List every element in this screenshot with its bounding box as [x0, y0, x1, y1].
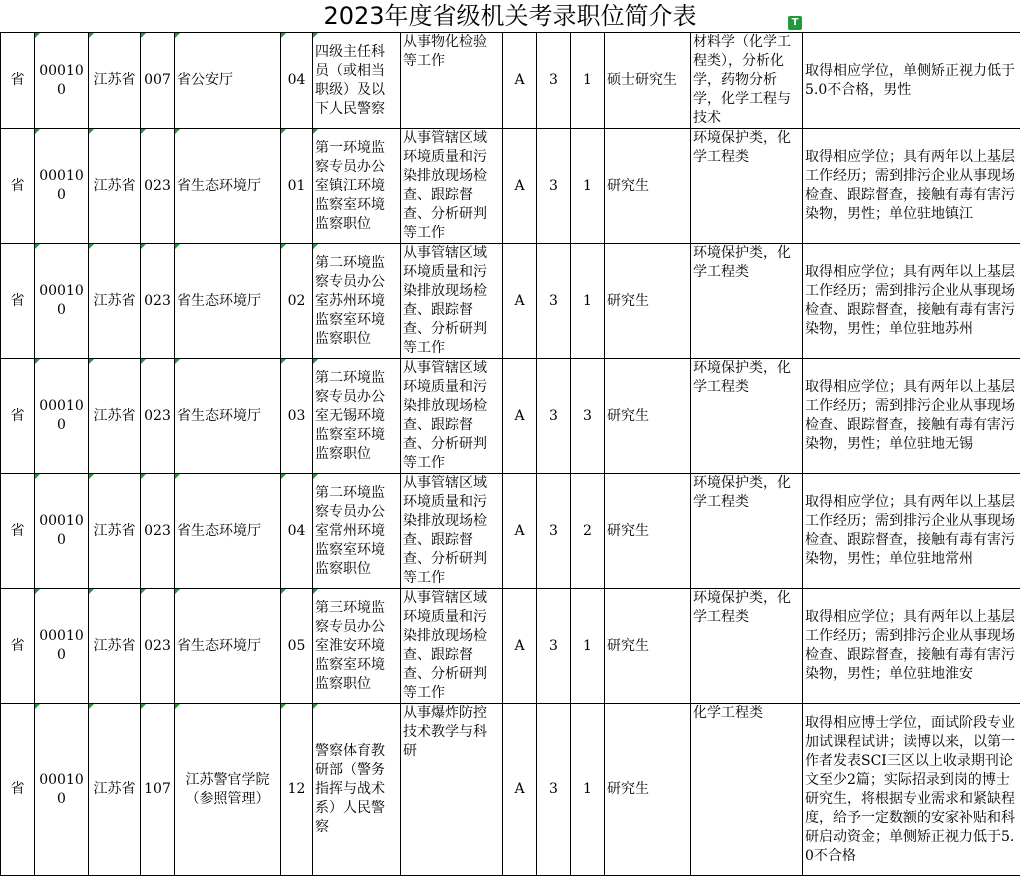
headcount-cell[interactable]: 1 [571, 704, 605, 876]
position-name-cell[interactable]: 警察体育教研部（警务指挥与战术系）人民警察 [313, 704, 401, 876]
code-cell[interactable]: 000100 [35, 244, 89, 359]
category-cell[interactable]: A [503, 704, 537, 876]
category-cell[interactable]: A [503, 474, 537, 589]
level-cell[interactable]: 省 [1, 33, 35, 129]
table-row [1, 33, 1020, 129]
province-cell[interactable]: 江苏省 [89, 33, 141, 129]
ratio-cell[interactable]: 3 [537, 589, 571, 704]
position-code-cell[interactable]: 03 [281, 359, 313, 474]
notes-cell[interactable]: 取得相应学位，单侧矫正视力低于5.0不合格，男性 [803, 33, 1020, 129]
province-cell[interactable]: 江苏省 [89, 704, 141, 876]
ratio-cell[interactable]: 3 [537, 129, 571, 244]
headcount-cell[interactable]: 1 [571, 589, 605, 704]
duty-cell[interactable]: 从事管辖区域环境质量和污染排放现场检查、跟踪督查、分析研判等工作 [401, 474, 503, 589]
position-code-cell[interactable]: 01 [281, 129, 313, 244]
dept-code-cell[interactable]: 023 [141, 359, 175, 474]
duty-cell[interactable]: 从事爆炸防控技术教学与科研 [401, 704, 503, 876]
dept-code-cell[interactable]: 007 [141, 33, 175, 129]
education-cell[interactable]: 研究生 [605, 704, 691, 876]
education-cell[interactable]: 研究生 [605, 359, 691, 474]
duty-cell[interactable]: 从事管辖区域环境质量和污染排放现场检查、跟踪督查、分析研判等工作 [401, 129, 503, 244]
position-name-cell[interactable]: 第二环境监察专员办公室常州环境监察室环境监察职位 [313, 474, 401, 589]
province-cell[interactable]: 江苏省 [89, 474, 141, 589]
education-cell[interactable]: 研究生 [605, 129, 691, 244]
category-cell[interactable]: A [503, 359, 537, 474]
table-row [1, 359, 1020, 474]
position-code-cell[interactable]: 04 [281, 33, 313, 129]
ratio-cell[interactable]: 3 [537, 704, 571, 876]
education-cell[interactable]: 硕士研究生 [605, 33, 691, 129]
notes-cell[interactable]: 取得相应学位；具有两年以上基层工作经历；需到排污企业从事现场检查、跟踪督查，接触有毒有害污染物，男性；单位驻地常州 [803, 474, 1020, 589]
department-cell[interactable]: 江苏警官学院（参照管理） [175, 704, 281, 876]
code-cell[interactable]: 000100 [35, 589, 89, 704]
duty-cell[interactable]: 从事管辖区域环境质量和污染排放现场检查、跟踪督查、分析研判等工作 [401, 589, 503, 704]
duty-cell[interactable]: 从事管辖区域环境质量和污染排放现场检查、跟踪督查、分析研判等工作 [401, 244, 503, 359]
position-code-cell[interactable]: 12 [281, 704, 313, 876]
headcount-cell[interactable]: 1 [571, 33, 605, 129]
table-row [1, 244, 1020, 359]
category-cell[interactable]: A [503, 33, 537, 129]
notes-cell[interactable]: 取得相应学位；具有两年以上基层工作经历；需到排污企业从事现场检查、跟踪督查，接触有毒有害污染物，男性；单位驻地无锡 [803, 359, 1020, 474]
duty-cell[interactable]: 从事物化检验等工作 [401, 33, 503, 129]
position-code-cell[interactable]: 05 [281, 589, 313, 704]
department-cell[interactable]: 省生态环境厅 [175, 129, 281, 244]
page-title: 2023年度省级机关考录职位简介表 [0, 0, 1020, 32]
table-row [1, 704, 1020, 876]
category-cell[interactable]: A [503, 589, 537, 704]
position-name-cell[interactable]: 第二环境监察专员办公室无锡环境监察室环境监察职位 [313, 359, 401, 474]
department-cell[interactable]: 省生态环境厅 [175, 589, 281, 704]
department-cell[interactable]: 省生态环境厅 [175, 359, 281, 474]
major-cell[interactable]: 环境保护类，化学工程类 [691, 129, 803, 244]
table-row [1, 474, 1020, 589]
level-cell[interactable]: 省 [1, 129, 35, 244]
position-code-cell[interactable]: 04 [281, 474, 313, 589]
category-cell[interactable]: A [503, 244, 537, 359]
table-row [1, 129, 1020, 244]
level-cell[interactable]: 省 [1, 589, 35, 704]
duty-cell[interactable]: 从事管辖区域环境质量和污染排放现场检查、跟踪督查、分析研判等工作 [401, 359, 503, 474]
education-cell[interactable]: 研究生 [605, 589, 691, 704]
dept-code-cell[interactable]: 023 [141, 474, 175, 589]
dept-code-cell[interactable]: 023 [141, 129, 175, 244]
department-cell[interactable]: 省生态环境厅 [175, 474, 281, 589]
level-cell[interactable]: 省 [1, 474, 35, 589]
department-cell[interactable]: 省公安厅 [175, 33, 281, 129]
major-cell[interactable]: 环境保护类，化学工程类 [691, 359, 803, 474]
position-name-cell[interactable]: 四级主任科员（或相当职级）及以下人民警察 [313, 33, 401, 129]
education-cell[interactable]: 研究生 [605, 244, 691, 359]
ratio-cell[interactable]: 3 [537, 244, 571, 359]
notes-cell[interactable]: 取得相应学位；具有两年以上基层工作经历；需到排污企业从事现场检查、跟踪督查，接触有毒有害污染物，男性；单位驻地苏州 [803, 244, 1020, 359]
position-code-cell[interactable]: 02 [281, 244, 313, 359]
major-cell[interactable]: 环境保护类，化学工程类 [691, 589, 803, 704]
position-name-cell[interactable]: 第三环境监察专员办公室淮安环境监察室环境监察职位 [313, 589, 401, 704]
position-name-cell[interactable]: 第二环境监察专员办公室苏州环境监察室环境监察职位 [313, 244, 401, 359]
category-cell[interactable]: A [503, 129, 537, 244]
level-cell[interactable]: 省 [1, 704, 35, 876]
code-cell[interactable]: 000100 [35, 359, 89, 474]
major-cell[interactable]: 化学工程类 [691, 704, 803, 876]
headcount-cell[interactable]: 3 [571, 359, 605, 474]
dept-code-cell[interactable]: 023 [141, 244, 175, 359]
positions-table [0, 32, 1020, 876]
notes-cell[interactable]: 取得相应学位；具有两年以上基层工作经历；需到排污企业从事现场检查、跟踪督查，接触有毒有害污染物，男性；单位驻地镇江 [803, 129, 1020, 244]
major-cell[interactable]: 环境保护类，化学工程类 [691, 474, 803, 589]
province-cell[interactable]: 江苏省 [89, 244, 141, 359]
code-cell[interactable]: 000100 [35, 704, 89, 876]
education-cell[interactable]: 研究生 [605, 474, 691, 589]
level-cell[interactable]: 省 [1, 244, 35, 359]
dept-code-cell[interactable]: 107 [141, 704, 175, 876]
table-row [1, 589, 1020, 704]
dept-code-cell[interactable]: 023 [141, 589, 175, 704]
code-cell[interactable]: 000100 [35, 33, 89, 129]
filter-icon[interactable]: T [788, 16, 802, 30]
ratio-cell[interactable]: 3 [537, 359, 571, 474]
code-cell[interactable]: 000100 [35, 474, 89, 589]
headcount-cell[interactable]: 1 [571, 129, 605, 244]
major-cell[interactable]: 环境保护类，化学工程类 [691, 244, 803, 359]
headcount-cell[interactable]: 1 [571, 244, 605, 359]
notes-cell[interactable]: 取得相应博士学位，面试阶段专业加试课程试讲；读博以来，以第一作者发表SCI三区以上收录期刊论文至少2篇；实际招录到岗的博士研究生，将根据专业需求和紧缺程度，给予一定数额的安家补贴和科研启动资金；单侧矫正视力低于5.0不合格 [803, 704, 1020, 876]
code-cell[interactable]: 000100 [35, 129, 89, 244]
province-cell[interactable]: 江苏省 [89, 359, 141, 474]
notes-cell[interactable]: 取得相应学位；具有两年以上基层工作经历；需到排污企业从事现场检查、跟踪督查，接触有毒有害污染物，男性；单位驻地淮安 [803, 589, 1020, 704]
ratio-cell[interactable]: 3 [537, 474, 571, 589]
level-cell[interactable]: 省 [1, 359, 35, 474]
ratio-cell[interactable]: 3 [537, 33, 571, 129]
department-cell[interactable]: 省生态环境厅 [175, 244, 281, 359]
province-cell[interactable]: 江苏省 [89, 589, 141, 704]
province-cell[interactable]: 江苏省 [89, 129, 141, 244]
headcount-cell[interactable]: 2 [571, 474, 605, 589]
major-cell[interactable]: 材料学（化学工程类），分析化学，药物分析学，化学工程与技术 [691, 33, 803, 129]
position-name-cell[interactable]: 第一环境监察专员办公室镇江环境监察室环境监察职位 [313, 129, 401, 244]
